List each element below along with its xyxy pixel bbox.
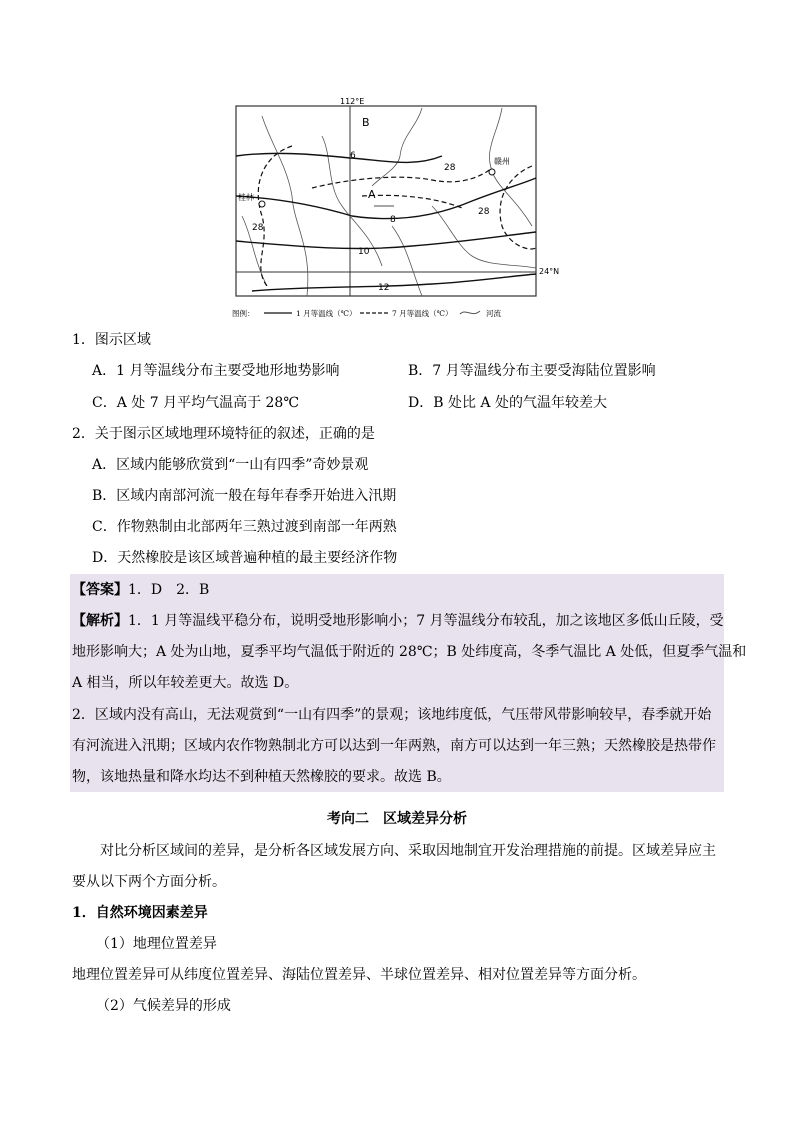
question-1-option-b: B．7 月等温线分布主要受海陆位置影响 <box>408 363 656 379</box>
label-jan-10: 10 <box>358 247 370 257</box>
jan-isotherm-12 <box>252 274 536 291</box>
question-2-option-c: C．作物熟制由北部两年三熟过渡到南部一年两熟 <box>92 519 397 535</box>
section-title: 考向二 区域差异分析 <box>327 811 467 827</box>
question-1-stem: 1．图示区域 <box>72 332 151 348</box>
question-1-option-c: C．A 处 7 月平均气温高于 28℃ <box>92 395 300 411</box>
label-jan-8: 8 <box>390 215 396 225</box>
label-jul-28-right: 28 <box>478 207 490 217</box>
july-isotherms <box>258 146 536 286</box>
rivers <box>242 108 536 296</box>
question-1-option-d: D．B 处比 A 处的气温年较差大 <box>408 395 607 411</box>
river <box>372 108 422 186</box>
point-a-label: A <box>368 188 376 201</box>
section-intro-line-1: 对比分析区域间的差异，是分析各区域发展方向、采取因地制宜开发治理措施的前提。区域差异应主 <box>100 843 716 859</box>
analysis-2-line-3: 物，该地热量和降水均达不到种植天然橡胶的要求。故选 B。 <box>72 769 451 785</box>
city-ganzhou-label: 赣州 <box>494 157 510 166</box>
question-2-option-a: A．区域内能够欣赏到“一山有四季”奇妙景观 <box>92 457 369 473</box>
jan-isotherm-10 <box>236 232 536 249</box>
analysis-1-text-1: 1．1 月等温线平稳分布，说明受地形影响小；7 月等温线分布较乱，加之该地区多低山丘陵，受 <box>128 613 724 629</box>
legend-jul: 7 月等温线（℃） <box>392 309 453 318</box>
jul-isotherm-28-right <box>500 166 536 249</box>
analysis-2-line-1: 2．区域内没有高山，无法观赏到“一山有四季”的景观；该地纬度低，气压带风带影响较早，春季就开始 <box>72 707 712 723</box>
legend-river-swatch <box>460 311 480 314</box>
label-jan-6: 6 <box>350 151 356 161</box>
legend-river: 河流 <box>486 309 501 318</box>
section-heading-1: 1．自然环境因素差异 <box>72 905 208 921</box>
city-ganzhou-marker <box>489 169 495 175</box>
latitude-label: 24°N <box>539 267 560 276</box>
jul-isotherm-28-left <box>258 146 292 286</box>
question-1-option-a: A．1 月等温线分布主要受地形地势影响 <box>92 363 340 379</box>
label-jan-12: 12 <box>378 283 390 293</box>
subheading-1-text: 地理位置差异可从纬度位置差异、海陆位置差异、半球位置差异、相对位置差异等方面分析。 <box>72 967 646 983</box>
jul-isotherm-28-top <box>312 168 492 188</box>
subheading-1: （1）地理位置差异 <box>96 936 217 952</box>
label-jul-28-top: 28 <box>444 163 456 173</box>
isotherm-map <box>232 96 560 322</box>
river <box>489 108 532 226</box>
longitude-label: 112°E <box>340 97 365 106</box>
isotherm-map-figure <box>232 96 560 322</box>
answer-tag: 【答案】 <box>72 582 128 598</box>
analysis-1-line-1 <box>72 611 724 631</box>
answer-line <box>72 580 209 600</box>
legend-jan: 1 月等温线（℃） <box>296 309 357 318</box>
subheading-2: （2）气候差异的形成 <box>96 998 231 1014</box>
analysis-tag: 【解析】 <box>72 613 128 629</box>
jan-isotherm-6 <box>236 153 442 162</box>
question-2-option-d: D．天然橡胶是该区域普遍种植的最主要经济作物 <box>92 550 398 566</box>
question-2-option-b: B．区域内南部河流一般在每年春季开始进入汛期 <box>92 488 397 504</box>
analysis-1-line-2: 地形影响大；A 处为山地，夏季平均气温低于附近的 28℃；B 处纬度高，冬季气温比 A 处低，但夏季气温和 <box>72 644 747 660</box>
label-jul-28-left: 28 <box>252 223 264 233</box>
map-legend <box>232 308 501 318</box>
section-intro-line-2: 要从以下两个方面分析。 <box>72 874 226 890</box>
answer-text: 1．D 2．B <box>128 582 210 598</box>
legend-title: 图例： <box>232 309 255 318</box>
city-guilin-marker <box>259 201 265 207</box>
question-2-stem: 2．关于图示区域地理环境特征的叙述，正确的是 <box>72 426 375 442</box>
jan-isotherm-8 <box>236 178 536 219</box>
river <box>262 116 308 296</box>
city-guilin-label: 桂林 <box>238 193 254 202</box>
point-b-label: B <box>362 116 370 129</box>
analysis-2-line-2: 有河流进入汛期；区域内农作物熟制北方可以达到一年两熟，南方可以达到一年三熟；天然橡胶是热带作 <box>72 738 716 754</box>
analysis-1-line-3: A 相当，所以年较差更大。故选 D。 <box>72 675 299 691</box>
